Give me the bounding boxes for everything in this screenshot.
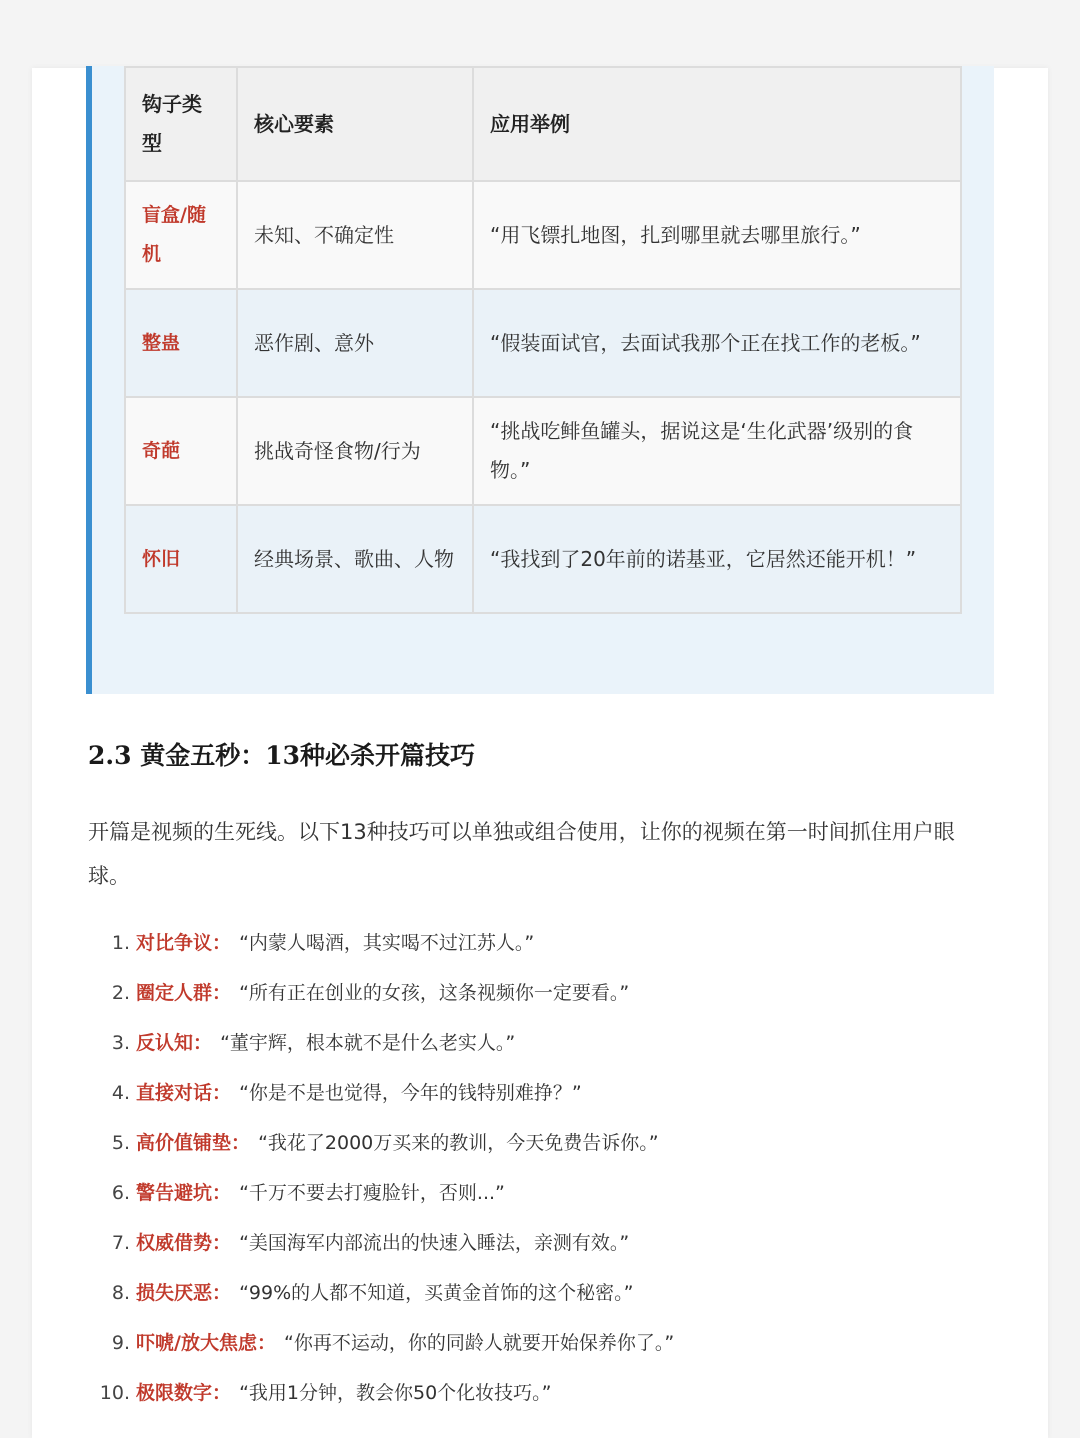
section-intro: 开篇是视频的生死线。以下13种技巧可以单独或组合使用，让你的视频在第一时间抓住用户眼球。 <box>88 820 955 888</box>
technique-label: 直接对话： <box>136 1082 232 1104</box>
list-number: 4. <box>111 1082 130 1104</box>
list-number: 2. <box>111 982 130 1004</box>
header-examples: 应用举例 <box>473 67 961 181</box>
list-item <box>88 1170 674 1220</box>
list-item <box>88 1320 674 1370</box>
technique-quote: “董宇辉，根本就不是什么老实人。” <box>220 1032 516 1054</box>
technique-label: 权威借势： <box>136 1232 232 1254</box>
list-number: 1. <box>111 932 130 954</box>
list-number: 5. <box>111 1132 130 1154</box>
technique-quote: “我花了2000万买来的教训，今天免费告诉你。” <box>258 1132 659 1154</box>
list-item <box>88 1270 674 1320</box>
list-item <box>88 970 674 1020</box>
list-item <box>88 1020 674 1070</box>
list-item <box>88 1220 674 1270</box>
example-cell: “假装面试官，去面试我那个正在找工作的老板。” <box>473 289 961 397</box>
hook-types-table <box>124 66 962 614</box>
list-item <box>88 1370 674 1420</box>
list-number: 7. <box>111 1232 130 1254</box>
list-item <box>88 1070 674 1120</box>
table-row <box>125 181 961 289</box>
technique-label: 吓唬/放大焦虑： <box>136 1332 276 1354</box>
hook-type-cell: 盲盒/随机 <box>125 181 237 289</box>
header-hook-type: 钩子类型 <box>125 67 237 181</box>
technique-label: 损失厌恶： <box>136 1282 232 1304</box>
example-cell: “挑战吃鲱鱼罐头，据说这是‘生化武器’级别的食物。” <box>473 397 961 505</box>
technique-quote: “内蒙人喝酒，其实喝不过江苏人。” <box>239 932 535 954</box>
list-item <box>88 920 674 970</box>
hook-type-cell: 怀旧 <box>125 505 237 613</box>
example-cell: “用飞镖扎地图，扎到哪里就去哪里旅行。” <box>473 181 961 289</box>
list-number: 9. <box>111 1332 130 1354</box>
table-header-row <box>125 67 961 181</box>
core-element-cell: 经典场景、歌曲、人物 <box>237 505 473 613</box>
core-element-cell: 未知、不确定性 <box>237 181 473 289</box>
section-heading: 2.3 黄金五秒：13种必杀开篇技巧 <box>88 741 475 770</box>
technique-quote: “千万不要去打瘦脸针，否则...” <box>239 1182 505 1204</box>
list-number: 6. <box>111 1182 130 1204</box>
core-element-cell: 恶作剧、意外 <box>237 289 473 397</box>
technique-quote: “你是不是也觉得，今年的钱特别难挣？” <box>239 1082 582 1104</box>
table-row <box>125 397 961 505</box>
technique-label: 对比争议： <box>136 932 232 954</box>
header-core-elements: 核心要素 <box>237 67 473 181</box>
technique-quote: “所有正在创业的女孩，这条视频你一定要看。” <box>239 982 630 1004</box>
table-row <box>125 289 961 397</box>
list-number: 3. <box>111 1032 130 1054</box>
techniques-list <box>88 920 674 1420</box>
hook-type-cell: 奇葩 <box>125 397 237 505</box>
technique-label: 反认知： <box>136 1032 213 1054</box>
technique-quote: “99%的人都不知道，买黄金首饰的这个秘密。” <box>239 1282 634 1304</box>
core-element-cell: 挑战奇怪食物/行为 <box>237 397 473 505</box>
list-item <box>88 1120 674 1170</box>
technique-label: 圈定人群： <box>136 982 232 1004</box>
example-cell: “我找到了20年前的诺基亚，它居然还能开机！” <box>473 505 961 613</box>
technique-label: 高价值铺垫： <box>136 1132 251 1154</box>
table-row <box>125 505 961 613</box>
list-number: 10. <box>99 1382 130 1404</box>
technique-quote: “我用1分钟，教会你50个化妆技巧。” <box>239 1382 552 1404</box>
technique-quote: “你再不运动，你的同龄人就要开始保养你了。” <box>284 1332 675 1354</box>
technique-label: 极限数字： <box>136 1382 232 1404</box>
list-number: 8. <box>111 1282 130 1304</box>
technique-quote: “美国海军内部流出的快速入睡法，亲测有效。” <box>239 1232 630 1254</box>
hook-type-cell: 整蛊 <box>125 289 237 397</box>
technique-label: 警告避坑： <box>136 1182 232 1204</box>
